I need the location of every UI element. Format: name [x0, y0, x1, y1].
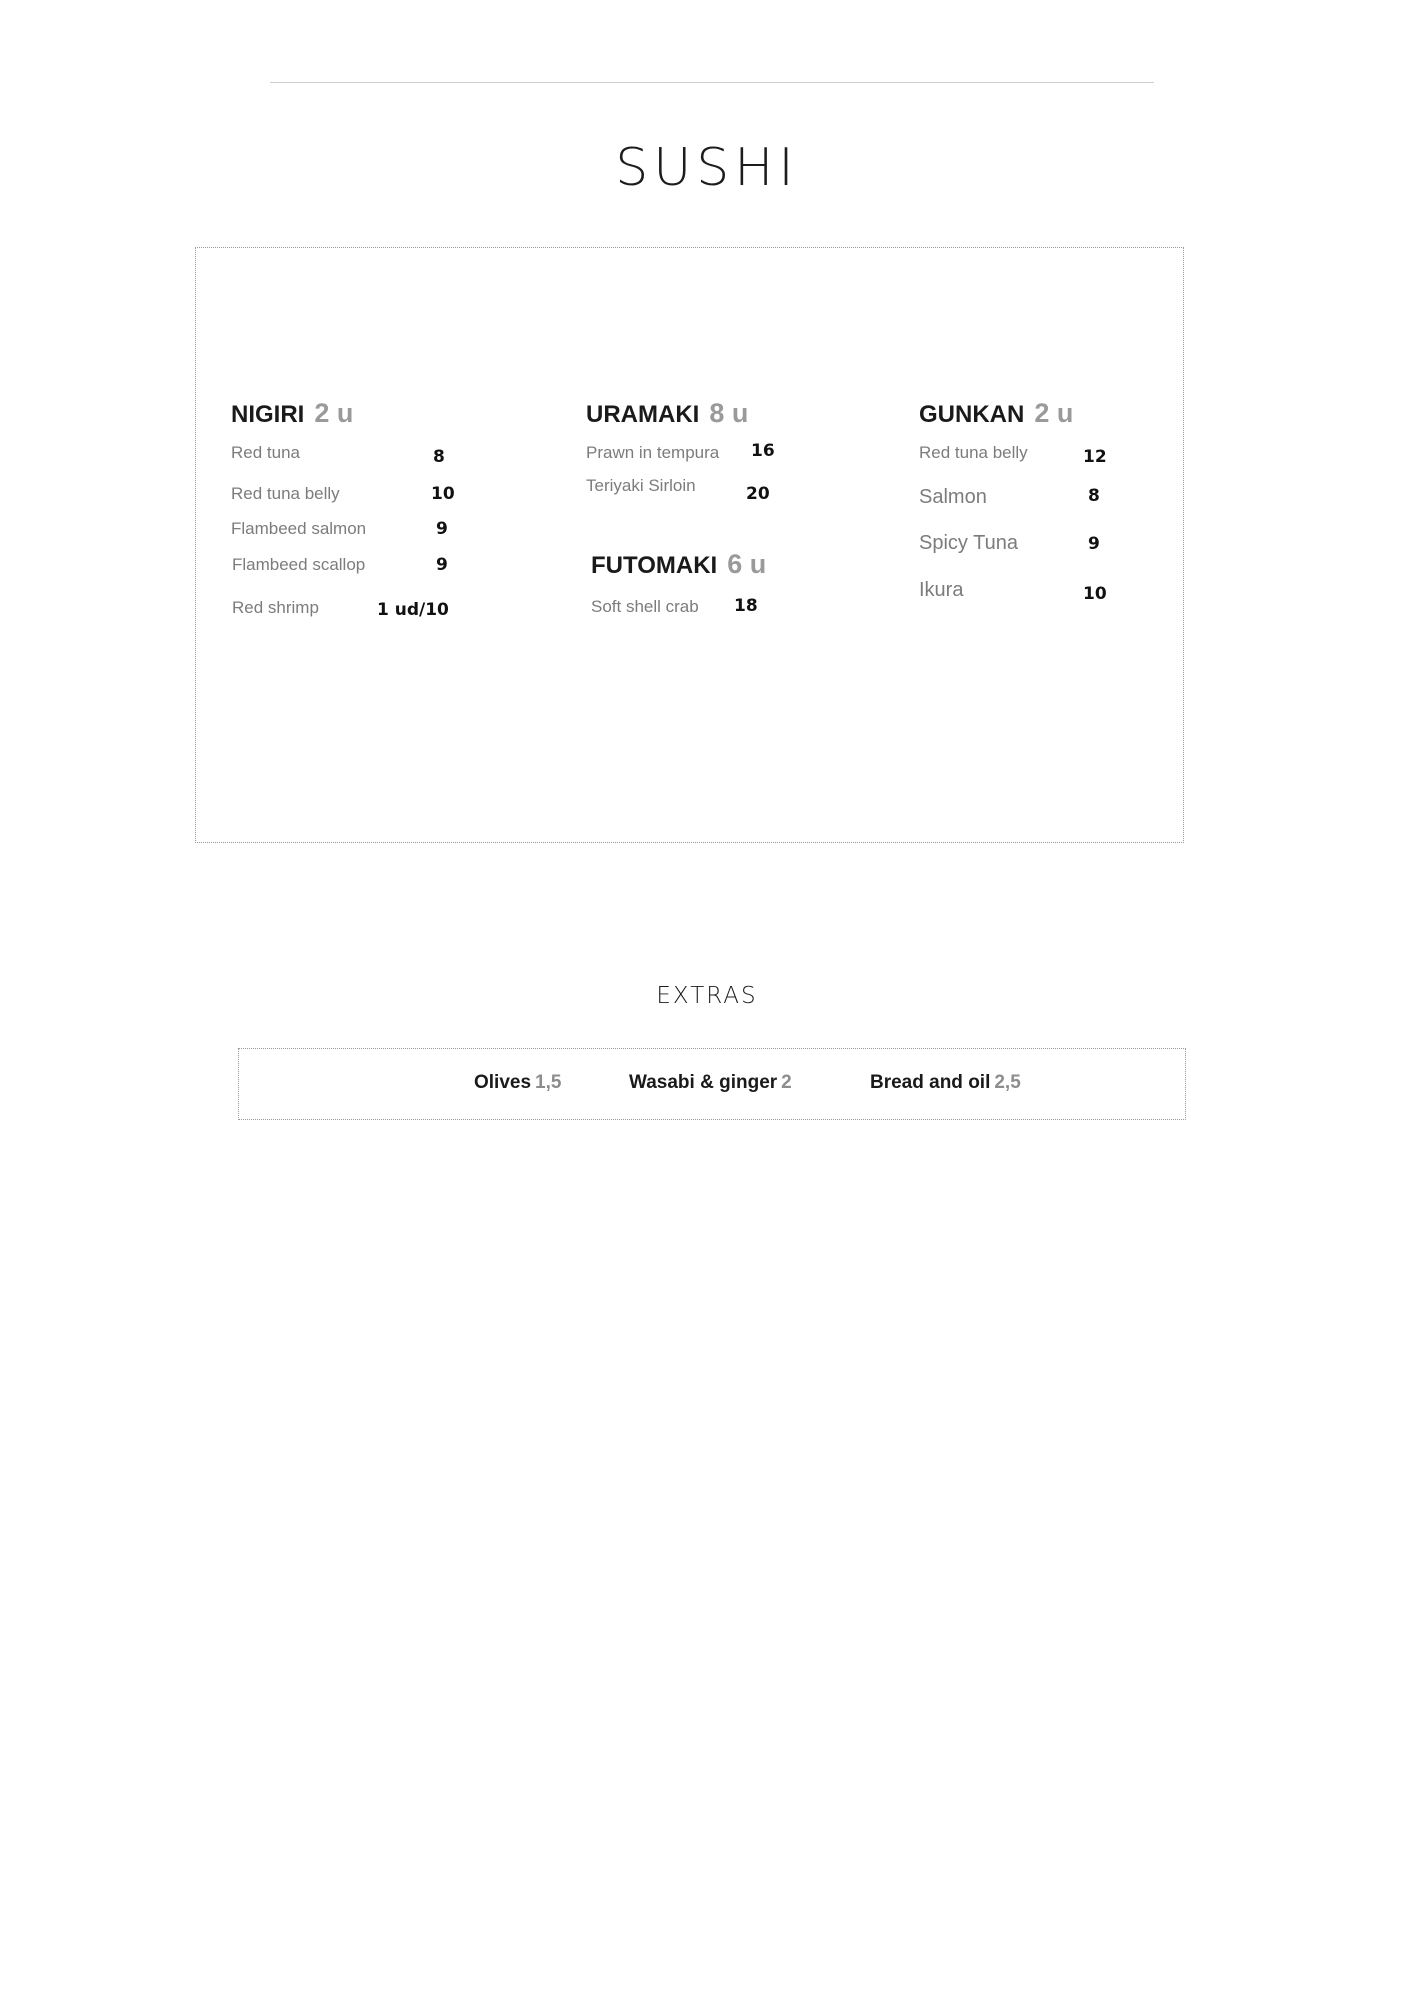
extra-price: 2,5 [994, 1072, 1021, 1093]
menu-item-name: Flambeed scallop [232, 555, 366, 574]
section-heading-futomaki [591, 549, 766, 580]
menu-item-price: 1 ud/10 [377, 600, 449, 620]
top-divider [270, 82, 1154, 83]
extras-title: EXTRAS [656, 983, 758, 1009]
extra-item [474, 1072, 561, 1094]
menu-item-name: Spicy Tuna [919, 532, 1018, 554]
section-heading-nigiri [231, 398, 353, 429]
section-units: 2 u [1034, 398, 1074, 428]
extra-name: Bread and oil [870, 1072, 991, 1093]
menu-item-name: Soft shell crab [591, 597, 699, 616]
section-units: 2 u [314, 398, 354, 428]
menu-item-name: Flambeed salmon [231, 519, 367, 538]
menu-item-name: Prawn in tempura [586, 443, 720, 462]
section-heading-uramaki [586, 398, 748, 429]
page-title: SUSHI [615, 138, 799, 198]
menu-item-name: Red tuna belly [231, 484, 340, 503]
menu-item-name: Red tuna [231, 443, 300, 462]
menu-item-name: Red shrimp [232, 598, 319, 617]
menu-item-price: 12 [1083, 447, 1107, 467]
extra-price: 1,5 [535, 1072, 562, 1093]
menu-item-price: 9 [1088, 534, 1100, 554]
menu-item-price: 20 [746, 484, 770, 504]
section-heading-gunkan [919, 398, 1073, 429]
section-units: 6 u [727, 549, 767, 579]
section-name: URAMAKI [586, 401, 700, 428]
section-name: GUNKAN [919, 401, 1025, 428]
section-name: NIGIRI [231, 401, 305, 428]
menu-item-price: 8 [1088, 486, 1100, 506]
extra-price: 2 [781, 1072, 792, 1093]
menu-item-price: 10 [1083, 584, 1107, 604]
extra-item [629, 1072, 792, 1094]
menu-item-price: 8 [433, 447, 445, 467]
menu-item-price: 18 [734, 596, 758, 616]
menu-item-price: 9 [436, 555, 448, 575]
extra-item [870, 1072, 1021, 1094]
menu-item-price: 9 [436, 519, 448, 539]
menu-item-name: Ikura [919, 579, 964, 601]
menu-item-price: 16 [751, 441, 775, 461]
extra-name: Olives [474, 1072, 532, 1093]
menu-item-price: 10 [431, 484, 455, 504]
section-units: 8 u [709, 398, 749, 428]
menu-item-name: Teriyaki Sirloin [586, 476, 696, 495]
extra-name: Wasabi & ginger [629, 1072, 778, 1093]
sushi-menu-box [195, 247, 1184, 843]
menu-item-name: Salmon [919, 486, 987, 508]
section-name: FUTOMAKI [591, 552, 718, 579]
menu-item-name: Red tuna belly [919, 443, 1028, 462]
